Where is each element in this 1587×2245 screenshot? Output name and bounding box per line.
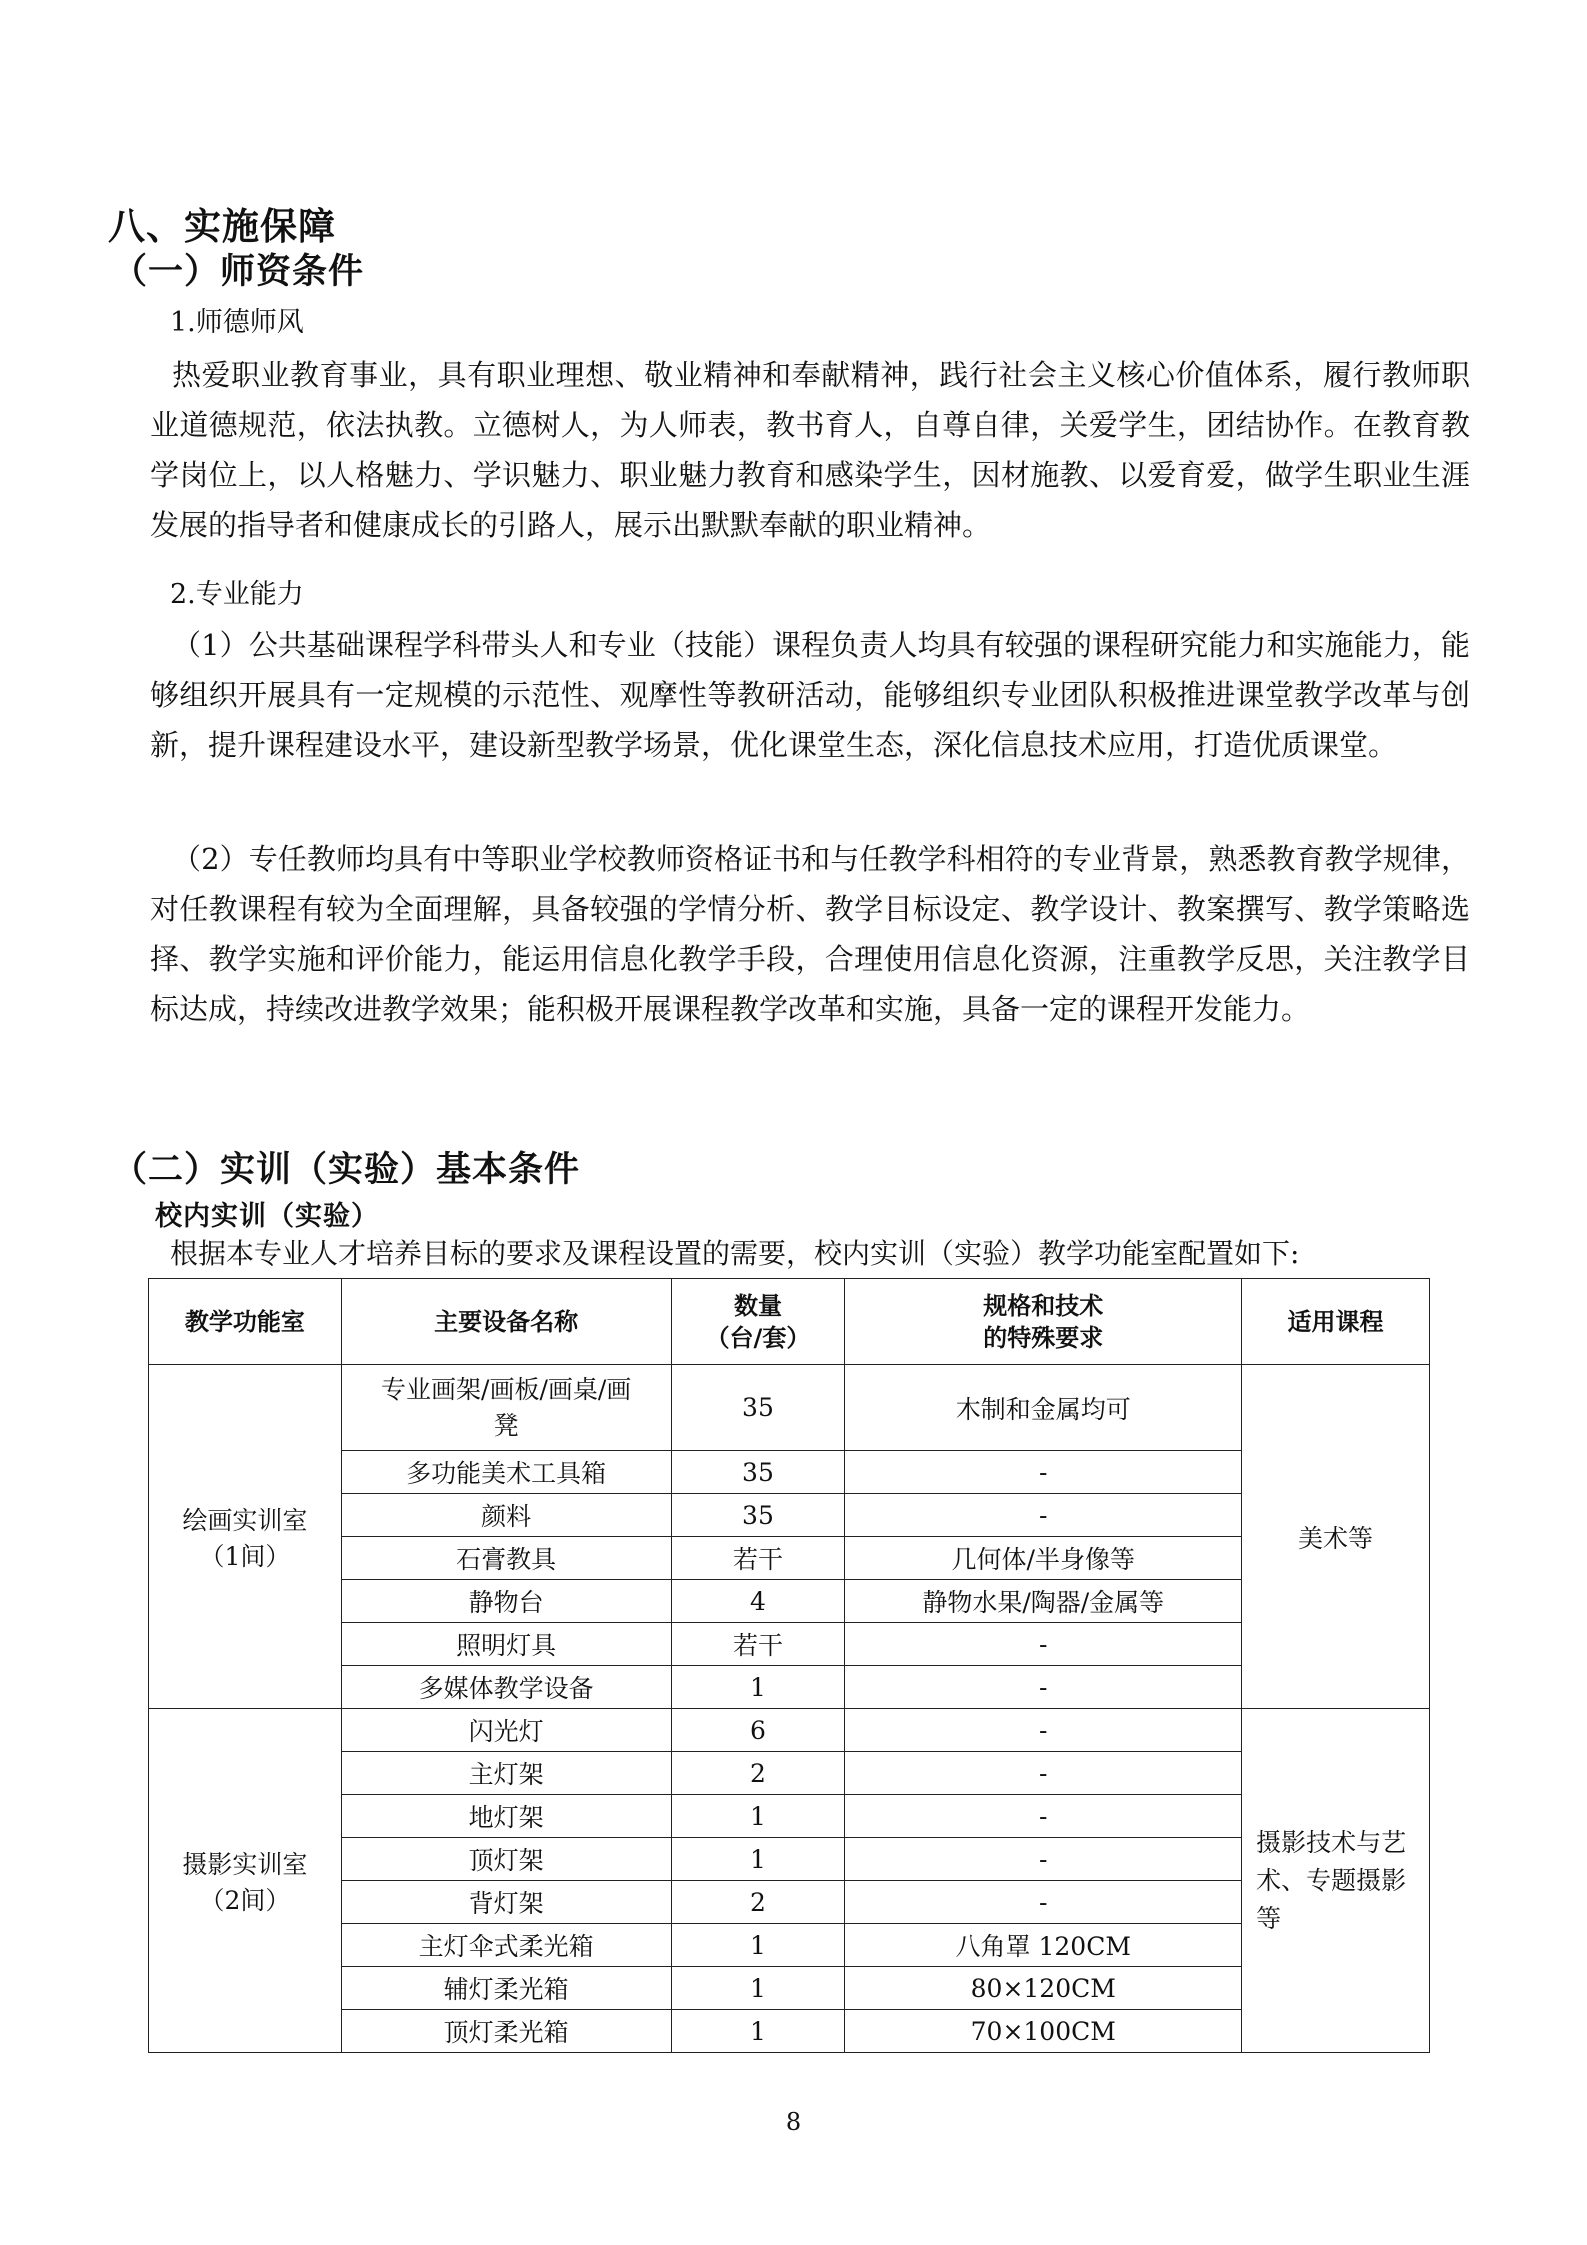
spec-cell: - <box>845 1838 1242 1881</box>
table-intro: 根据本专业人才培养目标的要求及课程设置的需要，校内实训（实验）教学功能室配置如下: <box>170 1237 1300 1270</box>
course-cell: 摄影技术与艺术、专题摄影等 <box>1242 1709 1430 2053</box>
table-row <box>149 1709 1430 1752</box>
spec-cell: - <box>845 1709 1242 1752</box>
spec-cell: 木制和金属均可 <box>845 1365 1242 1451</box>
page-number: 8 <box>785 2108 802 2136</box>
spec-cell: 80×120CM <box>845 1967 1242 2010</box>
quantity-cell: 1 <box>671 1838 845 1881</box>
quantity-cell: 6 <box>671 1709 845 1752</box>
table-header-row <box>149 1279 1430 1365</box>
quantity-cell: 若干 <box>671 1537 845 1580</box>
table-row <box>149 1623 1430 1666</box>
equipment-cell: 多媒体教学设备 <box>341 1666 671 1709</box>
quantity-cell: 1 <box>671 1666 845 1709</box>
paragraph-ethics: 热爱职业教育事业，具有职业理想、敬业精神和奉献精神，践行社会主义核心价值体系，履行教师职业道德规范，依法执教。立德树人，为人师表，教书育人，自尊自律，关爱学生，团结协作。在教育教学岗位上，以人格魅力、学识魅力、职业魅力教育和感染学生，因材施教、以爱育爱，做学生职业生涯发展的指导者和健康成长的引路人，展示出默默奉献的职业精神。 <box>150 358 1470 542</box>
equipment-cell: 顶灯柔光箱 <box>341 2010 671 2053</box>
equipment-cell: 石膏教具 <box>341 1537 671 1580</box>
equipment-cell: 辅灯柔光箱 <box>341 1967 671 2010</box>
room-count: （1间） <box>199 1541 291 1571</box>
header-quantity-line2: （台/套） <box>705 1323 811 1352</box>
header-equipment: 主要设备名称 <box>341 1279 671 1365</box>
table-row <box>149 1494 1430 1537</box>
equipment-cell: 照明灯具 <box>341 1623 671 1666</box>
quantity-cell: 4 <box>671 1580 845 1623</box>
header-course: 适用课程 <box>1242 1279 1430 1365</box>
section-title-training: （二）实训（实验）基本条件 <box>112 1150 581 1190</box>
room-cell <box>149 1365 342 1709</box>
spec-cell: - <box>845 1623 1242 1666</box>
table-row <box>149 1967 1430 2010</box>
table-row <box>149 1537 1430 1580</box>
equipment-cell: 颜料 <box>341 1494 671 1537</box>
room-count: （2间） <box>199 1885 291 1915</box>
table-row <box>149 1365 1430 1451</box>
course-cell: 美术等 <box>1242 1365 1430 1709</box>
subheading-campus-training: 校内实训（实验） <box>155 1201 379 1232</box>
equipment-cell <box>341 1365 671 1451</box>
equipment-cell: 地灯架 <box>341 1795 671 1838</box>
quantity-cell: 35 <box>671 1365 845 1451</box>
spec-cell: - <box>845 1494 1242 1537</box>
quantity-cell: 2 <box>671 1881 845 1924</box>
equipment-cell: 闪光灯 <box>341 1709 671 1752</box>
spec-cell: - <box>845 1752 1242 1795</box>
table-row <box>149 1838 1430 1881</box>
section-title-teachers: （一）师资条件 <box>112 252 365 292</box>
quantity-cell: 1 <box>671 1795 845 1838</box>
room-name: 摄影实训室 <box>182 1849 308 1879</box>
quantity-cell: 1 <box>671 1924 845 1967</box>
spec-cell: - <box>845 1666 1242 1709</box>
paragraph-ability-1: （1）公共基础课程学科带头人和专业（技能）课程负责人均具有较强的课程研究能力和实施能力，能够组织开展具有一定规模的示范性、观摩性等教研活动，能够组织专业团队积极推进课堂教学改革与创新，提升课程建设水平，建设新型教学场景，优化课堂生态，深化信息技术应用，打造优质课堂。 <box>150 628 1470 762</box>
subheading-ability: 2.专业能力 <box>170 579 304 610</box>
header-room: 教学功能室 <box>149 1279 342 1365</box>
chapter-heading: 八、实施保障 <box>108 205 336 248</box>
quantity-cell: 1 <box>671 1967 845 2010</box>
room-name: 绘画实训室 <box>182 1505 308 1535</box>
equipment-name: 专业画架/画板/画桌/画 <box>381 1374 632 1404</box>
header-spec-line1: 规格和技术 <box>983 1291 1104 1320</box>
spec-cell: 几何体/半身像等 <box>845 1537 1242 1580</box>
table-row <box>149 1752 1430 1795</box>
equipment-cell: 静物台 <box>341 1580 671 1623</box>
quantity-cell: 若干 <box>671 1623 845 1666</box>
room-cell <box>149 1709 342 2053</box>
quantity-cell: 35 <box>671 1451 845 1494</box>
equipment-table <box>148 1278 1430 2053</box>
table-row <box>149 1666 1430 1709</box>
quantity-cell: 1 <box>671 2010 845 2053</box>
table-row <box>149 1580 1430 1623</box>
table-row <box>149 1795 1430 1838</box>
spec-cell: 八角罩 120CM <box>845 1924 1242 1967</box>
quantity-cell: 35 <box>671 1494 845 1537</box>
equipment-cell: 背灯架 <box>341 1881 671 1924</box>
table-row <box>149 1451 1430 1494</box>
spec-cell: - <box>845 1451 1242 1494</box>
equipment-cell: 多功能美术工具箱 <box>341 1451 671 1494</box>
subheading-ethics: 1.师德师风 <box>170 307 304 338</box>
header-spec-line2: 的特殊要求 <box>983 1323 1104 1352</box>
quantity-cell: 2 <box>671 1752 845 1795</box>
spec-cell: 70×100CM <box>845 2010 1242 2053</box>
spec-cell: 静物水果/陶器/金属等 <box>845 1580 1242 1623</box>
header-quantity <box>671 1279 845 1365</box>
equipment-cell: 主灯伞式柔光箱 <box>341 1924 671 1967</box>
equipment-name-cont: 凳 <box>493 1410 519 1440</box>
spec-cell: - <box>845 1795 1242 1838</box>
spec-cell: - <box>845 1881 1242 1924</box>
table-row <box>149 2010 1430 2053</box>
table-row <box>149 1924 1430 1967</box>
table-row <box>149 1881 1430 1924</box>
paragraph-ability-2: （2）专任教师均具有中等职业学校教师资格证书和与任教学科相符的专业背景，熟悉教育教学规律，对任教课程有较为全面理解，具备较强的学情分析、教学目标设定、教学设计、教案撰写、教学策略选择、教学实施和评价能力，能运用信息化教学手段，合理使用信息化资源，注重教学反思，关注教学目标达成，持续改进教学效果；能积极开展课程教学改革和实施，具备一定的课程开发能力。 <box>150 842 1470 1026</box>
equipment-cell: 顶灯架 <box>341 1838 671 1881</box>
equipment-cell: 主灯架 <box>341 1752 671 1795</box>
header-spec <box>845 1279 1242 1365</box>
header-quantity-line1: 数量 <box>733 1291 782 1320</box>
